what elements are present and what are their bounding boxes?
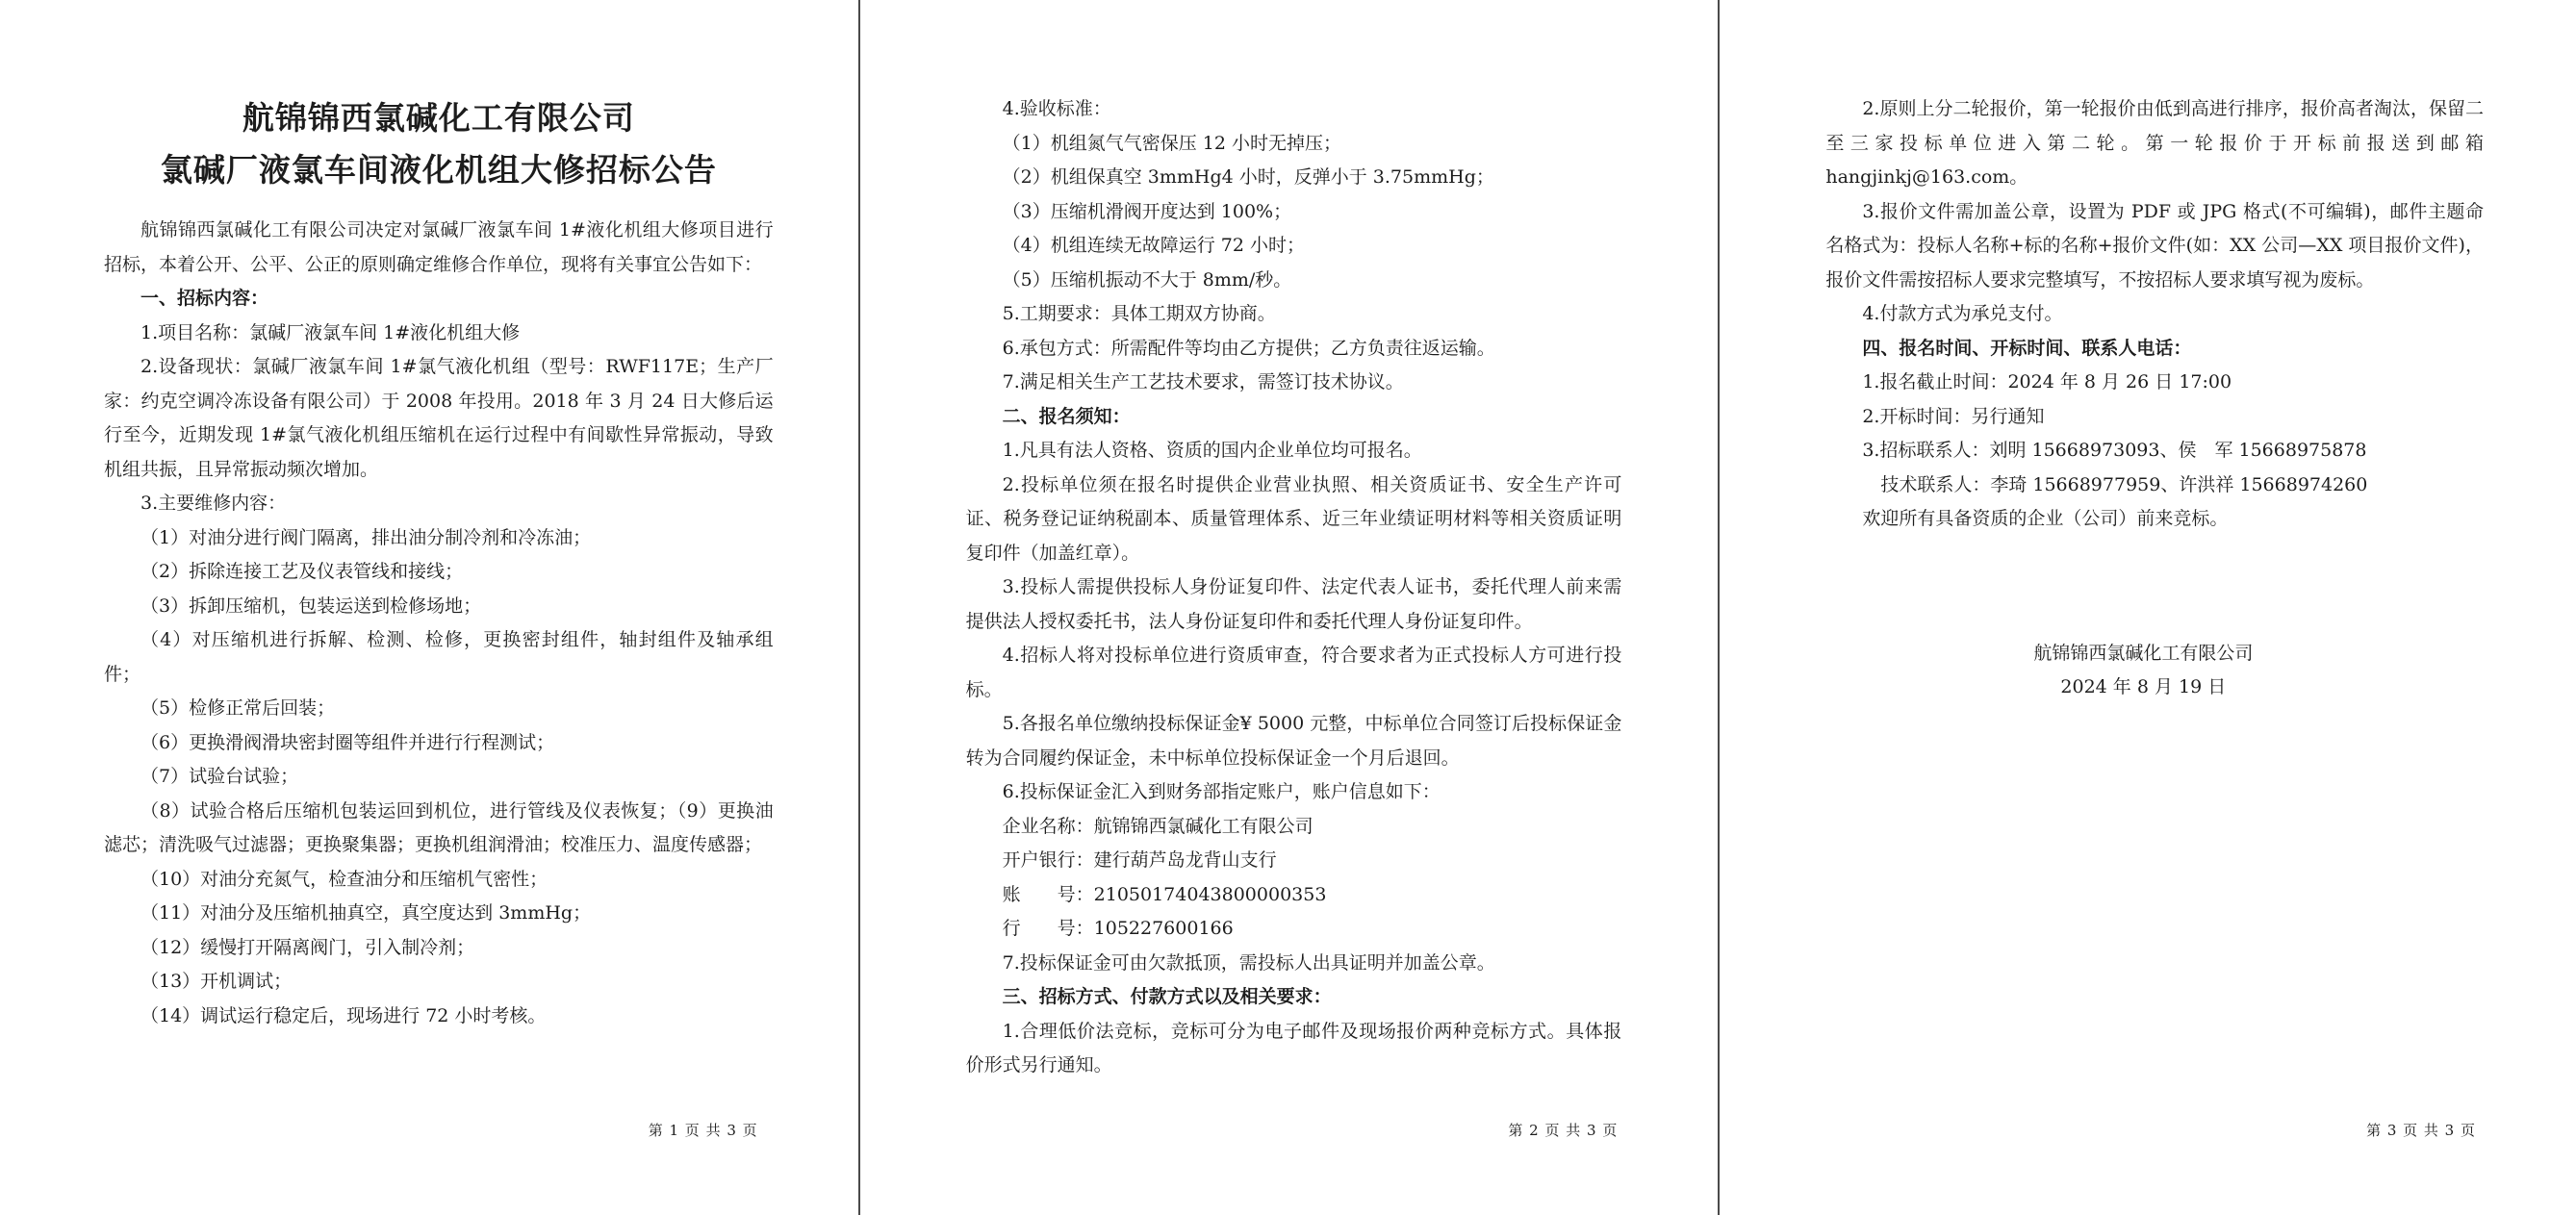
maintenance-step: （14）调试运行稳定后，现场进行 72 小时考核。 [140, 1004, 547, 1026]
section-heading-4: 四、报名时间、开标时间、联系人电话： [1862, 337, 2192, 359]
document-title-line2: 氯碱厂液氯车间液化机组大修招标公告 [160, 151, 717, 189]
account-info: 行 号：105227600166 [1002, 918, 1234, 939]
registration-item: 7.投标保证金可由欠款抵顶，需投标人出具证明并加盖公章。 [1002, 951, 1495, 974]
tender-item: 7.满足相关生产工艺技术要求，需签订技术协议。 [1002, 371, 1404, 392]
registration-item: 3.投标人需提供投标人身份证复印件、法定代表人证书，委托代理人前来需提供法人授权委托书，法人身份证复印件和委托代理人身份证复印件。 [965, 576, 1622, 632]
page-2-body [966, 92, 1622, 1083]
page-3-body [1825, 92, 2484, 537]
maintenance-step: （5）检修正常后回装； [140, 697, 336, 719]
account-info: 开户银行：建行葫芦岛龙背山支行 [1002, 849, 1277, 871]
page-1 [0, 0, 858, 1215]
method-item: 3.报价文件需加盖公章，设置为 PDF 或 JPG 格式(不可编辑)，邮件主题命名格式为：投标人名称+标的名称+报价文件(如：XX 公司—XX 项目报价文件)，报价文件需按招标人要求完整填写，不按招标人要求填写视为废标。 [1825, 200, 2484, 291]
section-heading-1: 一、招标内容： [140, 288, 269, 309]
maintenance-step: （13）开机调试； [140, 971, 293, 992]
page-1-body [104, 214, 774, 1033]
signature-block [1989, 637, 2297, 705]
schedule-item: 2.开标时间：另行通知 [1862, 405, 2045, 427]
maintenance-step: （11）对油分及压缩机抽真空，真空度达到 3mmHg； [140, 902, 592, 924]
method-item: 4.付款方式为承兑支付。 [1862, 303, 2063, 324]
page-3 [1720, 0, 2576, 1215]
signature-company: 航锦锦西氯碱化工有限公司 [2033, 642, 2254, 664]
acceptance-item: （2）机组保真空 3mmHg4 小时，反弹小于 3.75mmHg； [1002, 166, 1494, 188]
maintenance-step: （1）对油分进行阀门隔离，排出油分制冷剂和冷冻油； [140, 526, 592, 548]
tender-item: 5.工期要求：具体工期双方协商。 [1002, 303, 1276, 324]
acceptance-item: （4）机组连续无故障运行 72 小时； [1002, 235, 1306, 256]
tender-item: 3.主要维修内容： [140, 493, 287, 514]
section-heading-3: 三、招标方式、付款方式以及相关要求： [1002, 986, 1332, 1007]
document-title-line1: 航锦锦西氯碱化工有限公司 [242, 99, 635, 137]
registration-item: 6.投标保证金汇入到财务部指定账户，账户信息如下： [1002, 781, 1441, 802]
account-info: 企业名称：航锦锦西氯碱化工有限公司 [1002, 815, 1314, 837]
registration-item: 5.各报名单位缴纳投标保证金¥ 5000 元整，中标单位合同签订后投标保证金转为合同履约保证金，未中标单位投标保证金一个月后退回。 [965, 713, 1622, 769]
account-info: 账 号：21050174043800000353 [1002, 883, 1327, 905]
registration-item: 1.凡具有法人资格、资质的国内企业单位均可报名。 [1002, 440, 1422, 461]
schedule-item: 1.报名截止时间：2024 年 8 月 26 日 17:00 [1862, 371, 2232, 392]
page-number: 第 3 页 共 3 页 [2366, 1122, 2476, 1139]
intro-paragraph: 航锦锦西氯碱化工有限公司决定对氯碱厂液氯车间 1#液化机组大修项目进行招标，本着公开、公平、公正的原则确定维修合作单位，现将有关事宜公告如下： [104, 219, 774, 275]
signature-date: 2024 年 8 月 19 日 [2060, 676, 2227, 697]
closing-line: 欢迎所有具备资质的企业（公司）前来竞标。 [1862, 508, 2229, 529]
section-heading-2: 二、报名须知： [1002, 405, 1131, 427]
acceptance-item: （1）机组氮气气密保压 12 小时无掉压； [1002, 132, 1342, 154]
maintenance-step: （3）拆卸压缩机，包装运送到检修场地； [140, 595, 482, 617]
registration-item: 4.招标人将对投标单位进行资质审查，符合要求者为正式投标人方可进行投标。 [965, 645, 1622, 700]
tender-item: 6.承包方式：所需配件等均由乙方提供；乙方负责往返运输。 [1002, 337, 1495, 359]
maintenance-step: （10）对油分充氮气，检查油分和压缩机气密性； [140, 868, 548, 890]
tender-item: 1.项目名称：氯碱厂液氯车间 1#液化机组大修 [140, 321, 521, 343]
acceptance-heading: 4.验收标准： [1002, 98, 1111, 119]
maintenance-step: （6）更换滑阀滑块密封圈等组件并进行行程测试； [140, 731, 555, 753]
method-item: 1.合理低价法竞标，竞标可分为电子邮件及现场报价两种竞标方式。具体报价形式另行通知。 [965, 1020, 1622, 1076]
acceptance-item: （5）压缩机振动不大于 8mm/秒。 [1002, 268, 1292, 291]
tender-item: 2.设备现状：氯碱厂液氯车间 1#氯气液化机组（型号：RWF117E；生产厂家：约克空调冷冻设备有限公司）于 2008 年投用。2018 年 3 月 24 日大修后运行至今，近期发现 1#氯气液化机组压缩机在运行过程中有间歇性异常振动，导致机组共振，且异常振动频次增加。 [104, 356, 774, 480]
page-number: 第 2 页 共 3 页 [1508, 1122, 1619, 1139]
maintenance-step: （7）试验台试验； [140, 766, 299, 787]
maintenance-step: （8）试验合格后压缩机包装运回到机位，进行管线及仪表恢复；（9）更换油滤芯；清洗吸气过滤器；更换聚集器；更换机组润滑油；校准压力、温度传感器； [104, 799, 774, 855]
page-number: 第 1 页 共 3 页 [648, 1122, 758, 1139]
page-2 [860, 0, 1719, 1215]
contact-item: 技术联系人：李琦 15668977959、许洪祥 15668974260 [1862, 473, 2368, 495]
acceptance-item: （3）压缩机滑阀开度达到 100%； [1002, 200, 1292, 222]
maintenance-step: （2）拆除连接工艺及仪表管线和接线； [140, 561, 464, 582]
maintenance-step: （4）对压缩机进行拆解、检测、检修，更换密封组件，轴封组件及轴承组件； [104, 629, 774, 685]
maintenance-step: （12）缓慢打开隔离阀门，引入制冷剂； [140, 936, 475, 958]
registration-item: 2.投标单位须在报名时提供企业营业执照、相关资质证书、安全生产许可证、税务登记证纳税副本、质量管理体系、近三年业绩证明材料等相关资质证明复印件（加盖红章）。 [965, 473, 1622, 564]
contact-item: 3.招标联系人：刘明 15668973093、侯 军 15668975878 [1862, 440, 2367, 461]
method-item: 2.原则上分二轮报价，第一轮报价由低到高进行排序，报价高者淘汰，保留二至三家投标单位进入第二轮。第一轮报价于开标前报送到邮箱hangjinkj@163.com。 [1825, 98, 2484, 188]
